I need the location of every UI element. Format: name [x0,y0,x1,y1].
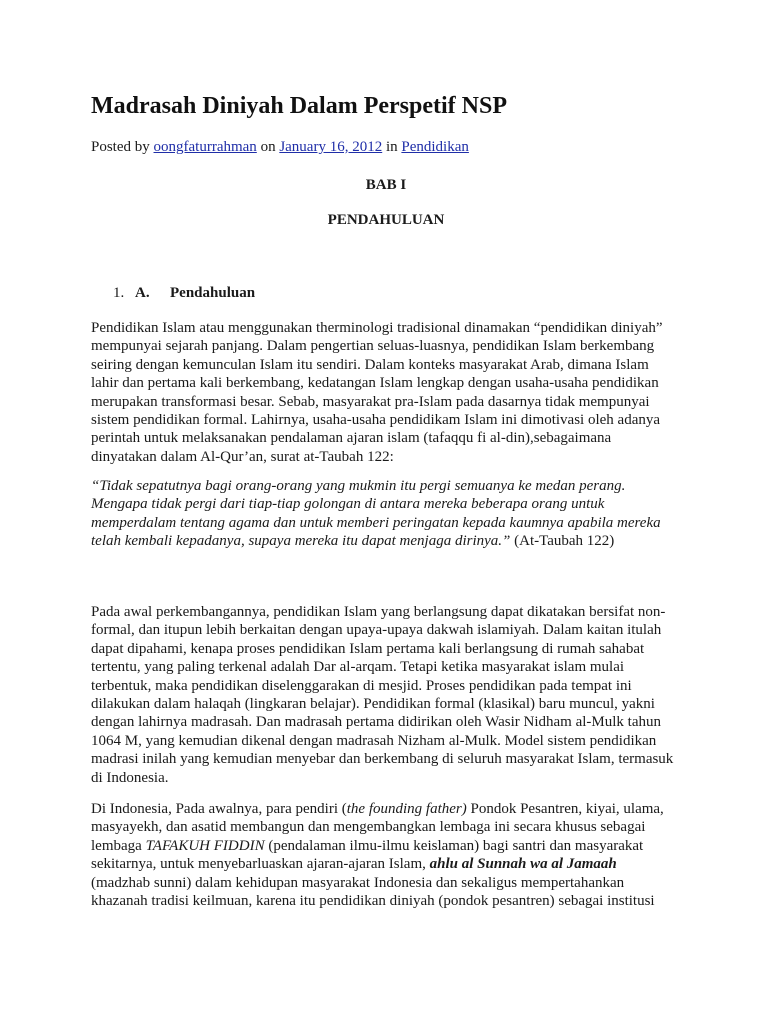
quote-line: “Tidak sepatutnya bagi orang-orang yang mukmin itu pergi semuanya ke medan perang. [91,478,626,494]
paragraph-line: seiring dengan kemunculan Islam itu sendiri. Dalam konteks masyarakat Arab, dimana Islam [91,356,649,373]
quote-line-last [91,532,681,550]
quote-citation: (At-Taubah 122) [510,533,615,550]
paragraph-line: dilakukan dalam halaqah (lingkaran belajar). Pendidikan formal (klasikal) baru muncul, yakni [91,696,655,713]
paragraph-line: tertentu, yang paling terkenal adalah Dar al-arqam. Tetapi ketika masyarakat islam mulai [91,659,625,676]
paragraph-line: madrasi inilah yang kemudian menyebar dan berkembang di seluruh masyarakat Islam, termasuk [91,751,674,768]
paragraph-line [91,855,681,873]
paragraph-line: dengan lahirnya madrasah. Dan madrasah pertama didirikan oleh Wasir Nidham al-Mulk tahun [91,714,661,731]
chapter-number: BAB I [365,177,407,193]
section-heading [113,283,255,303]
in-label: in [385,139,398,155]
paragraph-line: masyayekh, dan asatid membangun dan mengembangkan lembaga ini secara khusus sebagai [91,819,646,836]
category-link[interactable]: Pendidikan [401,139,469,155]
paragraph-3 [91,800,681,910]
paragraph-line: dapat dipahami, kenapa proses pendidikan Islam pertama kali berlangsung di rumah sahabat [91,640,645,657]
quote-line: Mengapa tidak pergi dari tiap-tiap golongan di antara mereka beberapa orang untuk [91,496,605,513]
posted-by-label: Posted by [91,139,150,155]
section-label: Pendahuluan [170,285,256,301]
section-letter: A. [135,285,150,301]
on-label: on [260,139,276,155]
paragraph-line: formal, dan itupun lebih berkaitan dengan upaya-upaya dakwah islamiyah. Dalam kaitan itulah [91,622,662,639]
paragraph-line [91,837,681,855]
article-title: Madrasah Diniyah Dalam Perspetif NSP [91,93,507,119]
quote-line: memperdalam tentang agama dan untuk memberi peringatan kepada kaumnya apabila mereka [91,514,661,531]
paragraph-line: mempunyai sejarah panjang. Dalam pengertian seluas-luasnya, pendidikan Islam berkembang [91,338,655,355]
ahlu-sunnah-term: ahlu al Sunnah wa al Jamaah [429,856,617,873]
paragraph-line: perintah untuk melaksanakan pendalaman ajaran islam (tafaqqu fi al-din),sebagaimana [91,430,612,447]
para3-text: sekitarnya, untuk menyebarluaskan ajaran-ajaran Islam, [91,856,430,873]
paragraph-2 [91,603,681,787]
post-meta [91,137,469,157]
quote-line-text: telah kembali kepadanya, supaya mereka itu dapat menjaga dirinya.” [91,533,511,550]
paragraph-line: sistem pendidikan formal. Lahirnya, usaha-usaha pendidikam Islam ini dimotivasi oleh adanya [91,412,661,429]
para3-text: (pendalaman ilmu-ilmu keislaman) bagi santri dan masyarakat [264,837,644,854]
founding-father-term: the founding father) [346,801,467,817]
paragraph-line [91,800,681,818]
paragraph-line: lahir dan pertama kali berkembang, kedatangan Islam lengkap dengan usaha-usaha pendidikan [91,375,659,392]
paragraph-line: 1064 M, yang kemudian dikenal dengan madrasah Nizham al-Mulk. Model sistem pendidikan [91,732,657,749]
date-link[interactable]: January 16, 2012 [279,139,383,155]
section-number: 1. [113,285,125,301]
author-link[interactable]: oongfaturrahman [153,139,257,155]
para3-text: Di Indonesia, Pada awalnya, para pendiri ( [91,801,347,817]
paragraph-line: di Indonesia. [91,769,169,786]
paragraph-line: terbentuk, maka pendidikan diselenggarakan di mesjid. Proses pendidikan pada tempat ini [91,677,632,694]
paragraph-1 [91,319,681,466]
chapter-title: PENDAHULUAN [327,212,445,228]
para3-text: lembaga [91,837,146,854]
paragraph-line: Pendidikan Islam atau menggunakan therminologi tradisional dinamakan “pendidikan diniyah” [91,320,663,336]
paragraph-line: dinyatakan dalam Al-Qur’an, surat at-Taubah 122: [91,448,394,465]
tafakuh-fiddin-term: TAFAKUH FIDDIN [145,837,265,854]
para3-text: Pondok Pesantren, kiyai, ulama, [466,801,664,817]
paragraph-line: (madzhab sunni) dalam kehidupan masyarakat Indonesia dan sekaligus mempertahankan [91,874,625,891]
quran-quote [91,477,681,551]
paragraph-line: khazanah tradisi keilmuan, karena itu pendidikan diniyah (pondok pesantren) sebagai institusi [91,893,655,910]
paragraph-line: Pada awal perkembangannya, pendidikan Islam yang berlangsung dapat dikatakan bersifat non- [91,604,666,620]
paragraph-line: merupakan transformasi besar. Sebab, masyarakat pra-Islam pada dasarnya tidak mempunyai [91,393,650,410]
